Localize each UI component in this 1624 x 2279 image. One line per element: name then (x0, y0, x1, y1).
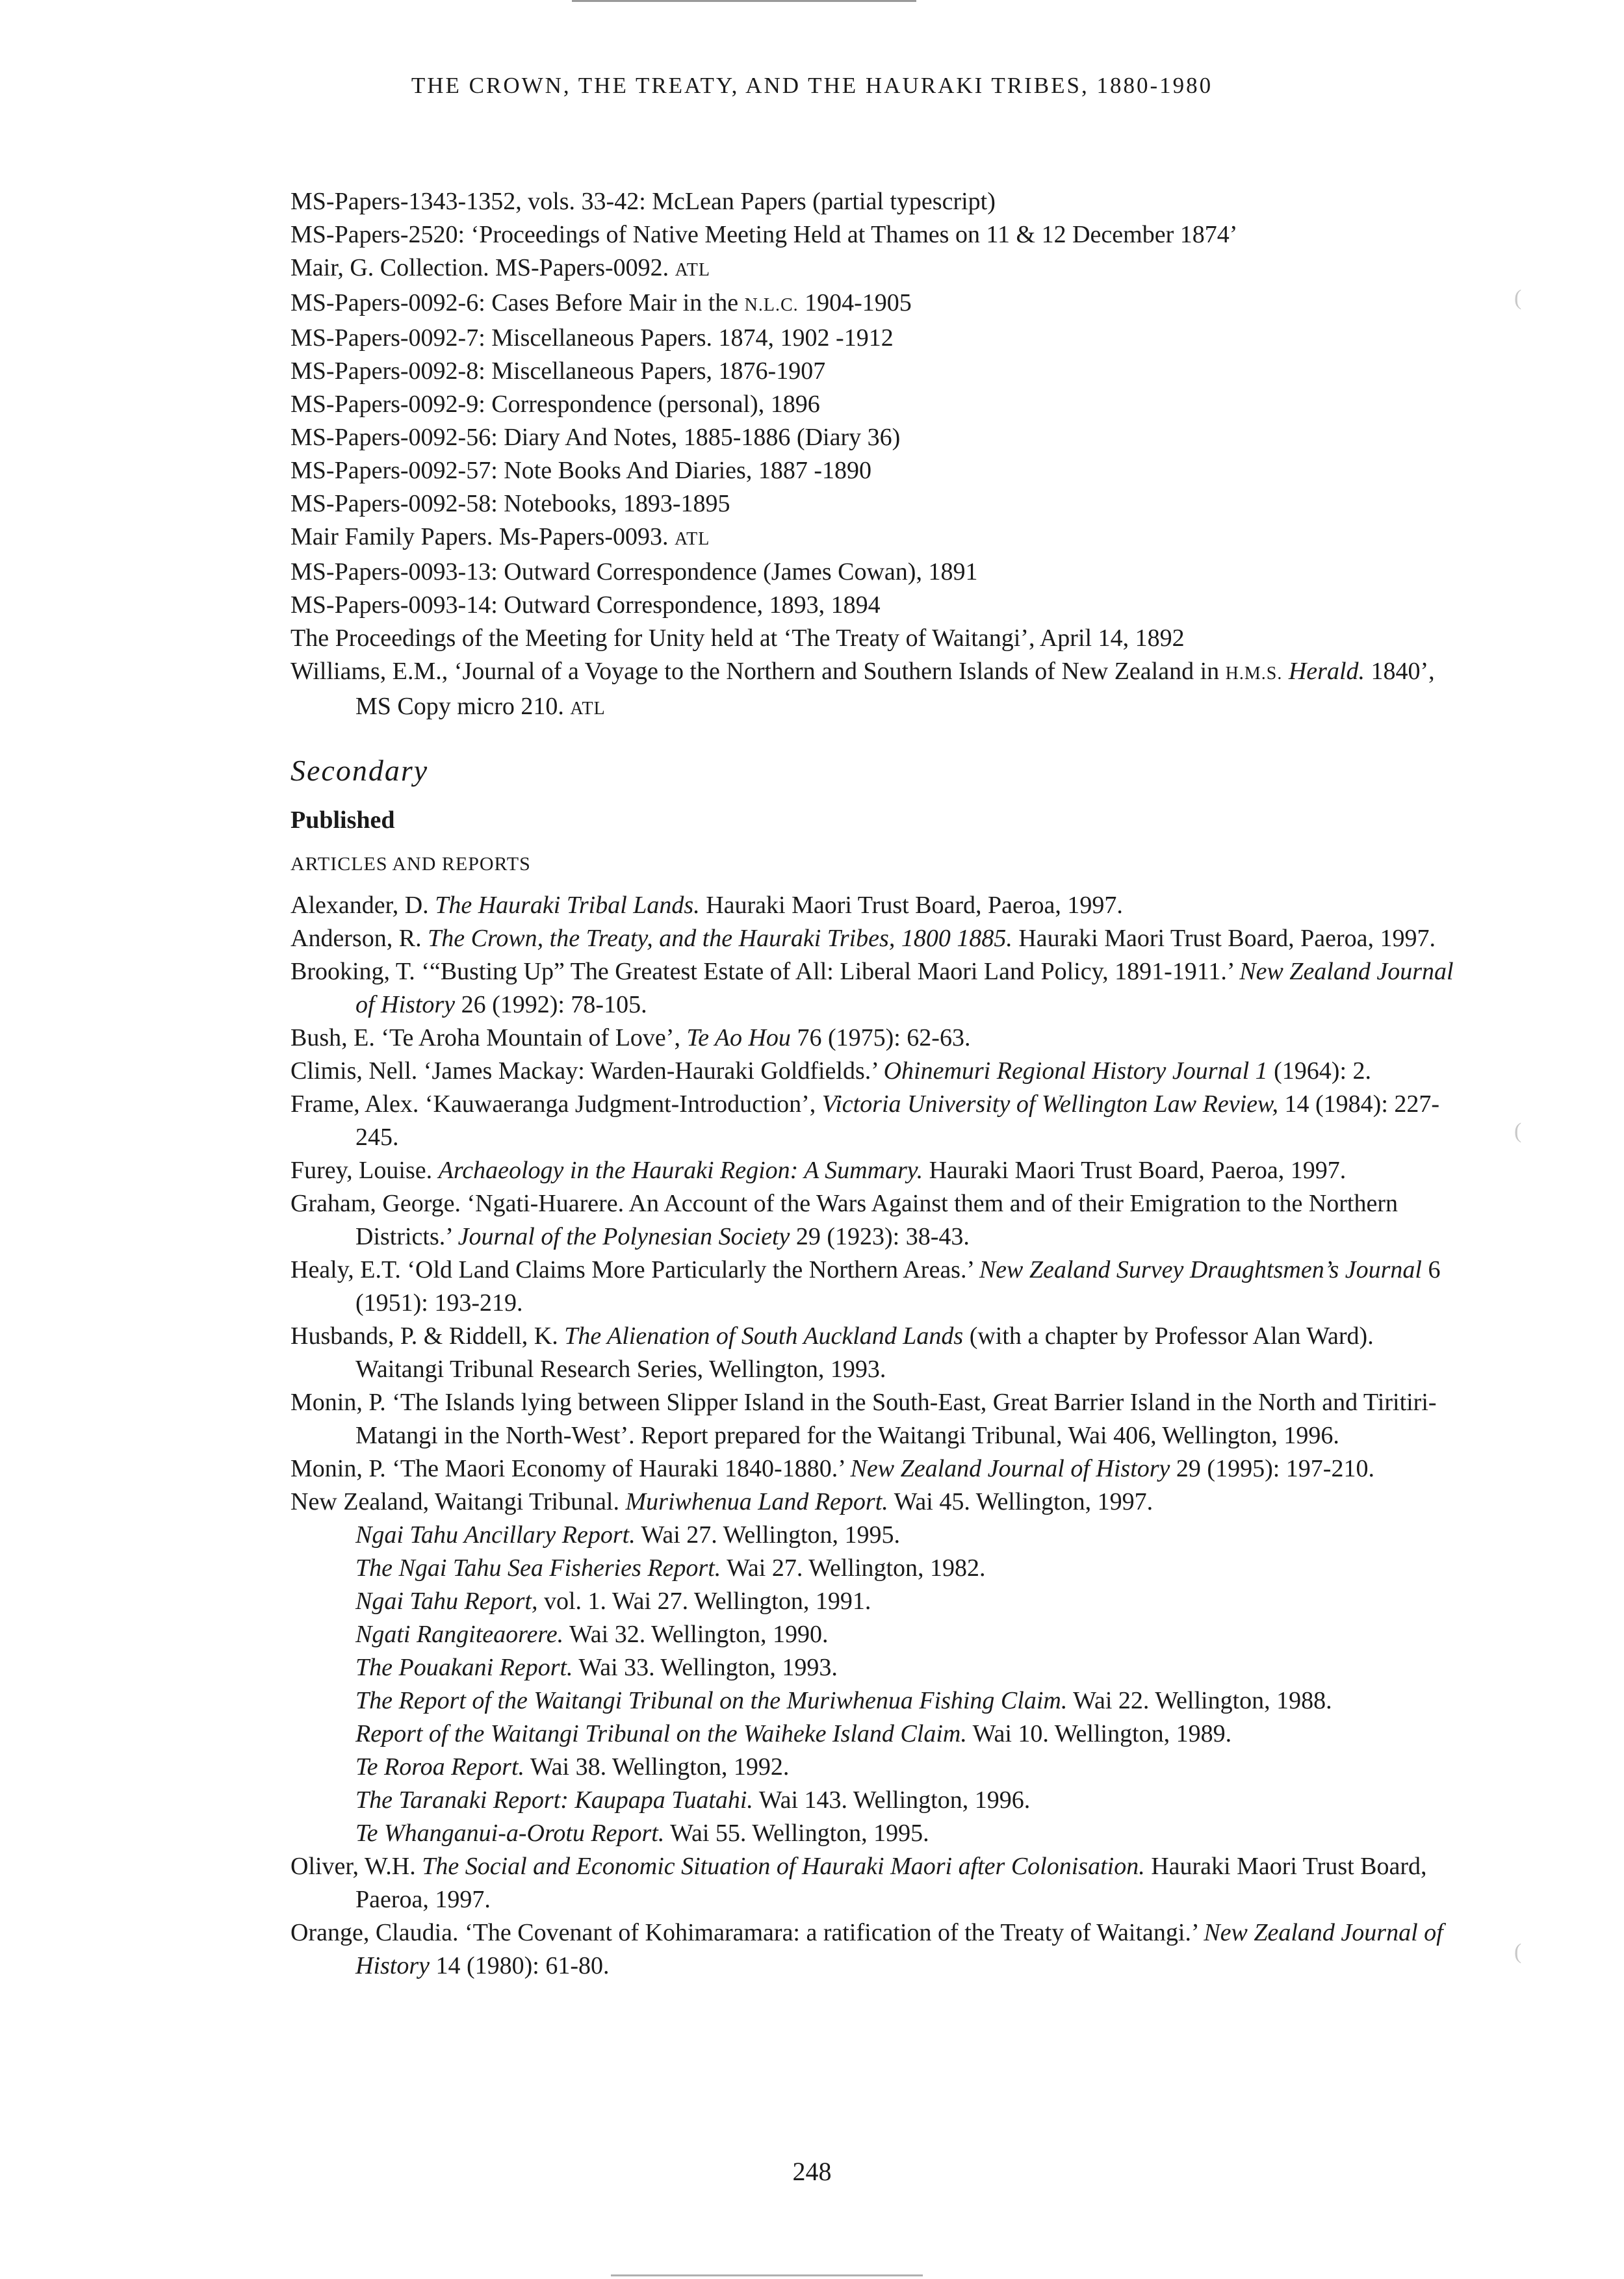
entry-text: Orange, Claudia. ‘The Covenant of Kohimaramara: a ratification of the Treaty of Waitangi.’ (290, 1919, 1204, 1946)
margin-mark: ( (1514, 1119, 1522, 1143)
scan-edge-top (572, 0, 916, 2)
entry-text: Healy, E.T. ‘Old Land Claims More Particularly the Northern Areas.’ (290, 1256, 979, 1283)
subsection-title: Published (290, 806, 395, 834)
entry-text: Furey, Louise. (290, 1157, 439, 1184)
entry-text: 14 (1980): 61-80. (430, 1952, 610, 1979)
entry-title-italic: The Crown, the Treaty, and the Hauraki Tribes, 1800 1885. (428, 925, 1012, 952)
entry-text: Brooking, T. ‘“Busting Up” The Greatest Estate of All: Liberal Maori Land Policy, 1891-1911.’ (290, 958, 1240, 985)
entry-text: ATL (675, 529, 710, 549)
bibliography-entry (290, 1684, 1463, 1718)
running-head: THE CROWN, THE TREATY, AND THE HAURAKI TRIBES, 1880-1980 (411, 73, 1213, 98)
entry-title-italic: New Zealand Journal of History (355, 1919, 1443, 1979)
entry-title-italic: Herald. (1288, 658, 1365, 685)
entry-text: 29 (1923): 38-43. (790, 1223, 970, 1250)
entry-text: MS-Papers-0092-57: Note Books And Diaries, 1887 -1890 (290, 457, 871, 484)
bibliography-entry (290, 251, 1463, 287)
entry-text: Wai 33. Wellington, 1993. (573, 1654, 838, 1681)
entry-text: Wai 32. Wellington, 1990. (563, 1621, 829, 1648)
entry-text: MS-Papers-0092-8: Miscellaneous Papers, 1876-1907 (290, 357, 826, 385)
category-label: ARTICLES AND REPORTS (290, 853, 531, 875)
bibliography-entry (290, 1187, 1463, 1254)
entry-title-italic: The Ngai Tahu Sea Fisheries Report. (355, 1554, 721, 1582)
entry-title-italic: Archaeology in the Hauraki Region: A Summary. (438, 1157, 923, 1184)
entry-text: Wai 22. Wellington, 1988. (1067, 1687, 1332, 1714)
margin-mark: ( (1514, 1940, 1522, 1964)
entry-title-italic: Te Roroa Report. (355, 1753, 525, 1781)
entry-title-italic: Muriwhenua Land Report. (625, 1488, 888, 1515)
entry-text: Wai 10. Wellington, 1989. (966, 1720, 1232, 1747)
bibliography-body (290, 185, 1463, 1983)
bibliography-entry (290, 1552, 1463, 1585)
bibliography-entry (290, 922, 1463, 955)
section-title: Secondary (290, 754, 429, 787)
entry-text: ATL (675, 260, 710, 280)
bibliography-entry (290, 1386, 1463, 1452)
entry-text: Alexander, D. (290, 892, 435, 919)
bibliography-entry (290, 1055, 1463, 1088)
scan-edge-bottom (611, 2274, 923, 2276)
entry-text: MS-Papers-0092-7: Miscellaneous Papers. 1874, 1902 -1912 (290, 324, 894, 352)
entry-text: Williams, E.M., ‘Journal of a Voyage to the Northern and Southern Islands of New Zealand in (290, 658, 1226, 685)
bibliography-entry (290, 1651, 1463, 1684)
entry-text: 29 (1995): 197-210. (1170, 1455, 1374, 1482)
bibliography-entry (290, 1088, 1463, 1154)
entry-text: Mair Family Papers. Ms-Papers-0093. (290, 523, 675, 550)
entry-title-italic: New Zealand Journal of History (850, 1455, 1170, 1482)
entry-text: Hauraki Maori Trust Board, Paeroa, 1997. (699, 892, 1123, 919)
entry-text: Monin, P. ‘The Islands lying between Slipper Island in the South-East, Great Barrier Island in the North and Tiritiri-Matangi in the North-West’. Report prepared for the Waitangi Tribunal, Wai 406, Wellington, 1996. (290, 1389, 1437, 1449)
entry-text: Wai 45. Wellington, 1997. (888, 1488, 1154, 1515)
entry-text: Husbands, P. & Riddell, K. (290, 1322, 565, 1350)
bibliography-entry (290, 388, 1463, 421)
entry-title-italic: Te Ao Hou (686, 1024, 791, 1051)
entry-text: 1904-1905 (798, 289, 912, 316)
entry-text: Bush, E. ‘Te Aroha Mountain of Love’, (290, 1024, 687, 1051)
entry-text: MS-Papers-0092-58: Notebooks, 1893-1895 (290, 490, 730, 517)
entry-title-italic: The Pouakani Report. (355, 1654, 573, 1681)
entry-title-italic: Victoria University of Wellington Law Review, (821, 1090, 1279, 1118)
entry-title-italic: New Zealand Survey Draughtsmen’s Journal (979, 1256, 1422, 1283)
entry-text: MS-Papers-0092-9: Correspondence (personal), 1896 (290, 391, 820, 418)
entry-text: 76 (1975): 62-63. (790, 1024, 971, 1051)
bibliography-entry (290, 355, 1463, 388)
entry-text: N.L.C. (744, 295, 799, 315)
entry-title-italic: The Taranaki Report: Kaupapa Tuatahi. (355, 1786, 753, 1814)
entry-title-italic: The Alienation of South Auckland Lands (564, 1322, 964, 1350)
bibliography-entry (290, 322, 1463, 355)
bibliography-entry (290, 185, 1463, 218)
bibliography-entry (290, 487, 1463, 521)
entry-title-italic: The Report of the Waitangi Tribunal on the Muriwhenua Fishing Claim. (355, 1687, 1068, 1714)
bibliography-entry (290, 1817, 1463, 1850)
bibliography-entry (290, 556, 1463, 589)
bibliography-entry (290, 1784, 1463, 1817)
bibliography-entry (290, 454, 1463, 487)
bibliography-entry (290, 1254, 1463, 1320)
bibliography-entry (290, 1452, 1463, 1486)
entry-title-italic: The Hauraki Tribal Lands. (435, 892, 700, 919)
bibliography-entry (290, 521, 1463, 556)
bibliography-entry (290, 955, 1463, 1022)
bibliography-entry (290, 1486, 1463, 1519)
entry-text: vol. 1. Wai 27. Wellington, 1991. (537, 1588, 871, 1615)
entry-text: 26 (1992): 78-105. (455, 991, 647, 1018)
bibliography-entry (290, 421, 1463, 454)
entry-title-italic: Ngai Tahu Report, (355, 1588, 538, 1615)
bibliography-entry (290, 1718, 1463, 1751)
bibliography-entry (290, 1022, 1463, 1055)
entry-text: 14 (1984): 227-245. (355, 1090, 1440, 1151)
entry-text: 1840’, MS Copy micro 210. (355, 658, 1435, 720)
bibliography-entry (290, 1320, 1463, 1386)
entry-text: Graham, George. ‘Ngati-Huarere. An Account of the Wars Against them and of their Emigration to the Northern Districts.’ (290, 1190, 1398, 1250)
entry-text: ATL (570, 699, 606, 719)
bibliography-entry (290, 1751, 1463, 1784)
bibliography-entry (290, 1154, 1463, 1187)
bibliography-entry (290, 1618, 1463, 1651)
entry-title-italic: The Social and Economic Situation of Hauraki Maori after Colonisation. (422, 1853, 1145, 1880)
entry-title-italic: Journal of the Polynesian Society (458, 1223, 790, 1250)
entry-text: Monin, P. ‘The Maori Economy of Hauraki 1840-1880.’ (290, 1455, 851, 1482)
bibliography-entry (290, 1850, 1463, 1916)
entry-text: MS-Papers-0092-6: Cases Before Mair in the (290, 289, 745, 316)
entry-text: Hauraki Maori Trust Board, Paeroa, 1997. (355, 1853, 1427, 1913)
secondary-sources-list (290, 889, 1463, 1983)
entry-title-italic: Report of the Waitangi Tribunal on the Waiheke Island Claim. (355, 1720, 967, 1747)
entry-text: Mair, G. Collection. MS-Papers-0092. (290, 254, 675, 281)
entry-text: Wai 143. Wellington, 1996. (753, 1786, 1031, 1814)
entry-text: MS-Papers-2520: ‘Proceedings of Native Meeting Held at Thames on 11 & 12 December 1874’ (290, 221, 1238, 248)
entry-text: New Zealand, Waitangi Tribunal. (290, 1488, 626, 1515)
entry-text: Anderson, R. (290, 925, 428, 952)
bibliography-entry (290, 622, 1463, 655)
entry-text: MS-Papers-0093-14: Outward Correspondence, 1893, 1894 (290, 591, 881, 619)
primary-sources-list (290, 185, 1463, 725)
entry-text: Wai 55. Wellington, 1995. (664, 1820, 929, 1847)
entry-text (1282, 658, 1289, 685)
margin-mark: ( (1514, 286, 1522, 310)
bibliography-entry (290, 589, 1463, 622)
entry-title-italic: Ohinemuri Regional History Journal 1 (883, 1057, 1268, 1085)
entry-text: Hauraki Maori Trust Board, Paeroa, 1997. (923, 1157, 1347, 1184)
entry-text: 6 (1951): 193-219. (355, 1256, 1441, 1317)
entry-title-italic: Te Whanganui-a-Orotu Report. (355, 1820, 665, 1847)
entry-text: Climis, Nell. ‘James Mackay: Warden-Hauraki Goldfields.’ (290, 1057, 884, 1085)
entry-text: MS-Papers-0092-56: Diary And Notes, 1885-1886 (Diary 36) (290, 424, 901, 451)
entry-text: MS-Papers-1343-1352, vols. 33-42: McLean Papers (partial typescript) (290, 188, 996, 215)
entry-text: H.M.S. (1225, 663, 1283, 684)
entry-text: MS-Papers-0093-13: Outward Correspondence (James Cowan), 1891 (290, 558, 978, 586)
entry-title-italic: Ngai Tahu Ancillary Report. (355, 1521, 636, 1549)
entry-text: Oliver, W.H. (290, 1853, 422, 1880)
bibliography-entry (290, 1519, 1463, 1552)
entry-title-italic: New Zealand Journal of History (355, 958, 1454, 1018)
entry-title-italic: Ngati Rangiteaorere. (355, 1621, 564, 1648)
bibliography-entry (290, 1916, 1463, 1983)
entry-text: Frame, Alex. ‘Kauwaeranga Judgment-Introduction’, (290, 1090, 822, 1118)
bibliography-entry (290, 889, 1463, 922)
bibliography-entry (290, 1585, 1463, 1618)
bibliography-entry (290, 655, 1463, 725)
entry-text: Wai 27. Wellington, 1982. (721, 1554, 986, 1582)
entry-text: Wai 27. Wellington, 1995. (635, 1521, 900, 1549)
bibliography-entry (290, 287, 1463, 322)
entry-text: (1964): 2. (1267, 1057, 1372, 1085)
entry-text: Wai 38. Wellington, 1992. (524, 1753, 790, 1781)
page-number: 248 (792, 2157, 832, 2186)
entry-text: Hauraki Maori Trust Board, Paeroa, 1997. (1012, 925, 1436, 952)
bibliography-entry (290, 218, 1463, 251)
entry-text: (with a chapter by Professor Alan Ward). Waitangi Tribunal Research Series, Wellington, 1993. (355, 1322, 1374, 1383)
entry-text: The Proceedings of the Meeting for Unity held at ‘The Treaty of Waitangi’, April 14, 1892 (290, 624, 1185, 652)
